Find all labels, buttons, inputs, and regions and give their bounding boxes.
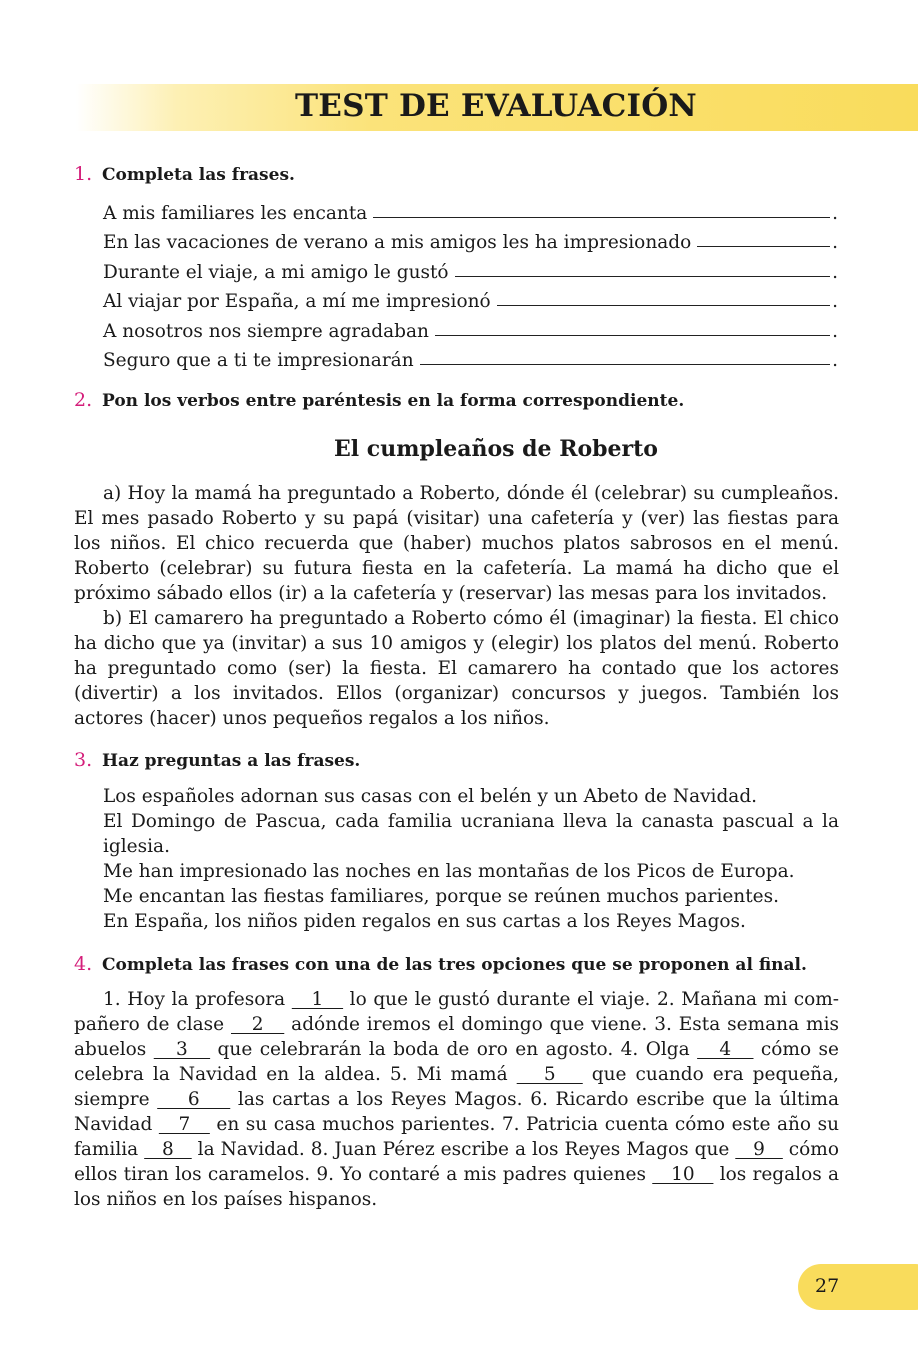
answer-blank[interactable] xyxy=(435,334,830,336)
task-1-heading xyxy=(74,163,838,186)
answer-gap-7[interactable]: 7 xyxy=(158,1114,210,1135)
task-instruction: Completa las frases. xyxy=(102,165,295,185)
answer-gap-9[interactable]: 9 xyxy=(735,1139,783,1160)
sentence: En España, los niños piden regalos en sus cartas a los Reyes Magos. xyxy=(103,911,746,932)
fill-line: Al viajar por España, a mí me impresionó . xyxy=(103,291,838,312)
story-title: El cumpleaños de Roberto xyxy=(334,436,658,462)
task-number: 4. xyxy=(74,953,93,975)
paragraph-a: a) Hoy la mamá ha preguntado a Roberto, dónde él (celebrar) su cumpleaños. El mes pasado Roberto y su papá (visitar) una cafetería y (ver) las fiestas para los niños. El chico recuerda que (haber) muchos platos sabrosos en el menú. Roberto (celebrar) su futura fiesta en la cafetería. La mamá ha dicho que el próximo sábado ellos (ir) a la cafetería y (reservar) las mesas para los invitados. xyxy=(74,483,839,604)
sentence: Me han impresionado las noches en las montañas de los Picos de Europa. xyxy=(103,861,795,882)
fill-line: A mis familiares les encanta . xyxy=(103,202,838,224)
task-4-heading xyxy=(74,953,838,976)
sentence: El Domingo de Pascua, cada familia ucraniana lleva la canasta pascual a la iglesia. xyxy=(103,811,839,857)
task-2-heading xyxy=(74,389,838,412)
task-number: 1. xyxy=(74,163,93,185)
task-4-text xyxy=(74,987,839,1212)
task-instruction: Pon los verbos entre paréntesis en la forma correspondiente. xyxy=(102,391,685,411)
answer-gap-8[interactable]: 8 xyxy=(144,1139,192,1160)
task-1-lines xyxy=(103,194,838,371)
fill-line: Durante el viaje, a mi amigo le gustó . xyxy=(103,261,838,283)
answer-gap-10[interactable]: 10 xyxy=(652,1164,714,1185)
paragraph-b: b) El camarero ha preguntado a Roberto cómo él (imaginar) la fiesta. El chico ha dicho que ya (invitar) a sus 10 amigos y (elegir) los platos del menú. Roberto ha preguntado como (ser) la fiesta. El camarero ha contado que los actores (divertir) a los invitados. Ellos (organizar) concursos y juegos. También los actores (hacer) unos pequeños regalos a los niños. xyxy=(74,608,839,729)
gap-fill-paragraph: 1. Hoy la profesora 1 lo que le gustó durante el viaje. 2. Mañana mi compañero de clase 2 adónde iremos el domingo que viene. 3. Esta semana mis abuelos 3 que celebrarán la boda de oro en agosto. 4. Olga 4 cómo se celebra la Navidad en la aldea. 5. Mi mamá 5 que cuando era pequeña, siempre 6 las cartas a los Reyes Magos. 6. Ricardo escribe que la última Navidad 7 en su casa muchos parientes. 7. Patricia cuenta cómo este año su familia 8 la Navidad. 8. Juan Pérez escribe a los Reyes Magos que 9 cómo ellos tiran los caramelos. 9. Yo contaré a mis padres quienes 10 los regalos a los niños en los países hispanos. xyxy=(74,989,840,1210)
answer-blank[interactable] xyxy=(455,275,831,277)
answer-blank[interactable] xyxy=(497,304,830,306)
answer-blank[interactable] xyxy=(697,245,830,247)
answer-blank[interactable] xyxy=(373,216,830,218)
task-3-heading xyxy=(74,749,838,772)
answer-gap-5[interactable]: 5 xyxy=(516,1064,583,1085)
answer-gap-2[interactable]: 2 xyxy=(231,1014,285,1035)
story-text xyxy=(74,481,839,731)
answer-gap-6[interactable]: 6 xyxy=(157,1089,231,1110)
task-number: 2. xyxy=(74,389,93,411)
sentence: Los españoles adornan sus casas con el belén y un Abeto de Navidad. xyxy=(103,786,758,807)
answer-blank[interactable] xyxy=(420,363,831,365)
fill-line: A nosotros nos siempre agradaban . xyxy=(103,320,838,342)
answer-gap-3[interactable]: 3 xyxy=(153,1039,211,1060)
task-instruction: Haz preguntas a las frases. xyxy=(102,751,361,771)
page-number: 27 xyxy=(815,1275,840,1297)
answer-gap-1[interactable]: 1 xyxy=(291,989,344,1010)
fill-line: En las vacaciones de verano a mis amigos les ha impresionado . xyxy=(103,232,838,253)
task-instruction: Completa las frases con una de las tres opciones que se proponen al final. xyxy=(102,955,807,975)
sentence: Me encantan las fiestas familiares, porque se reúnen muchos parientes. xyxy=(103,886,779,907)
page-title: TEST DE EVALUACIÓN xyxy=(295,88,697,124)
task-number: 3. xyxy=(74,749,93,771)
task-3-sentences xyxy=(103,784,839,934)
answer-gap-4[interactable]: 4 xyxy=(697,1039,754,1060)
fill-line: Seguro que a ti te impresionarán . xyxy=(103,350,838,371)
